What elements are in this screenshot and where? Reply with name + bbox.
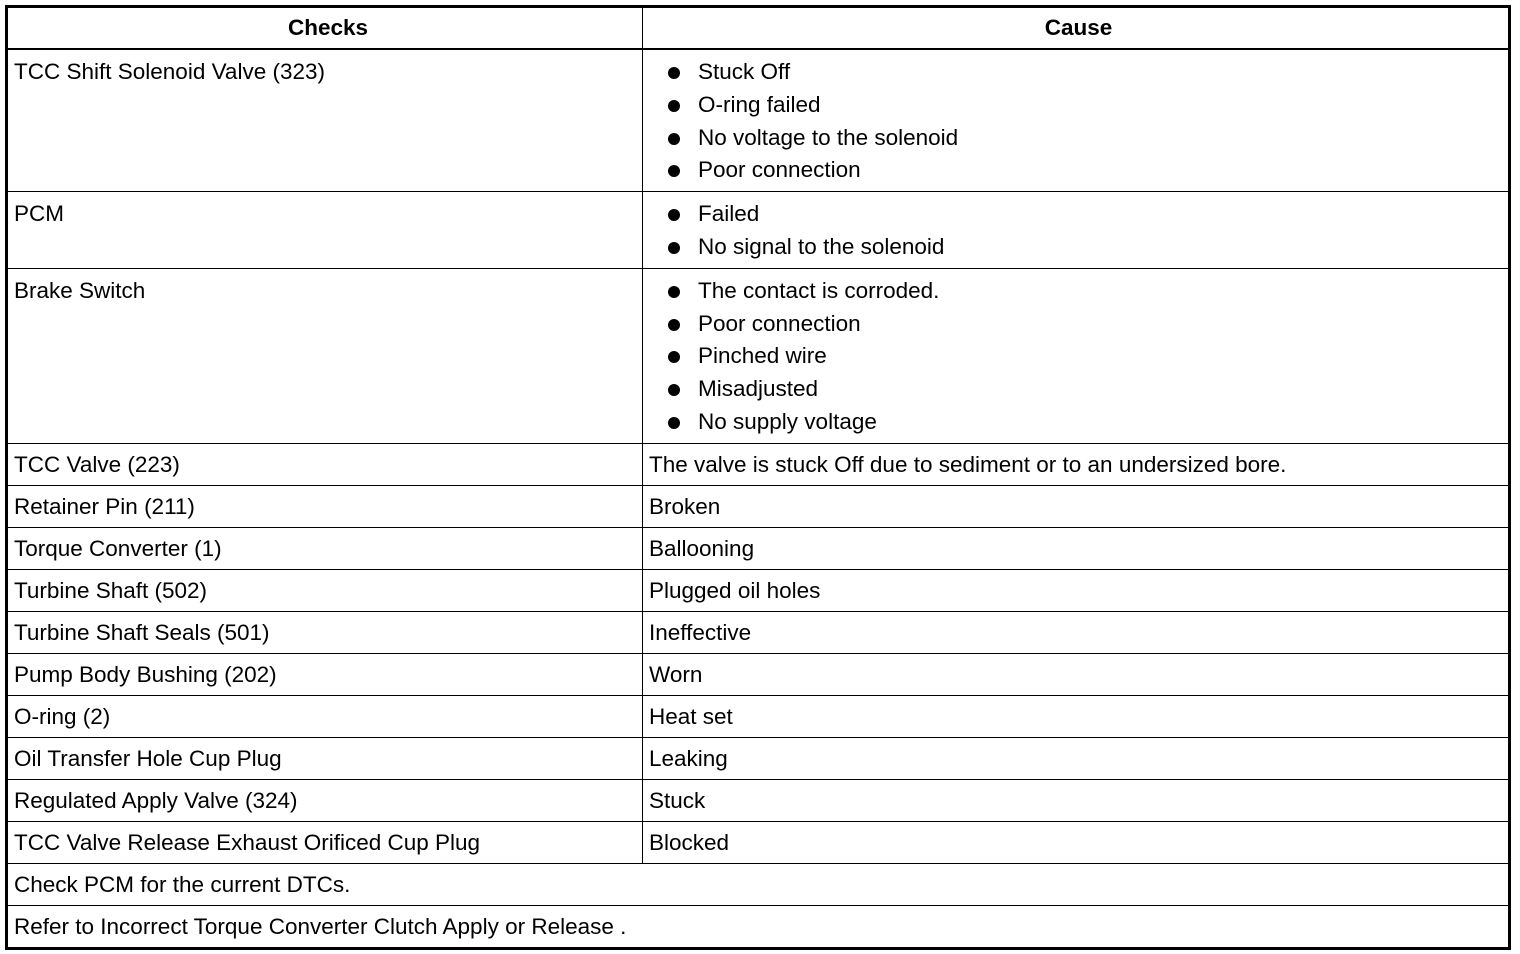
bullet-icon — [668, 319, 680, 331]
cause-text: Poor connection — [698, 157, 861, 183]
bullet-icon — [668, 165, 680, 177]
check-cell: PCM — [7, 192, 643, 269]
table-row — [7, 779, 1510, 821]
cause-text: Misadjusted — [698, 376, 819, 402]
list-item — [665, 198, 1508, 231]
bullet-icon — [668, 384, 680, 396]
cause-cell: Broken — [643, 485, 1510, 527]
cause-cell: Plugged oil holes — [643, 569, 1510, 611]
table-row — [7, 611, 1510, 653]
cause-cell: Stuck — [643, 779, 1510, 821]
list-item — [665, 308, 1508, 341]
cause-cell: Blocked — [643, 821, 1510, 863]
check-cell: TCC Shift Solenoid Valve (323) — [7, 49, 643, 192]
list-item — [665, 154, 1508, 187]
bullet-icon — [668, 242, 680, 254]
check-cell: Torque Converter (1) — [7, 527, 643, 569]
check-cell: TCC Valve (223) — [7, 443, 643, 485]
check-cell: Regulated Apply Valve (324) — [7, 779, 643, 821]
footer-note: Refer to Incorrect Torque Converter Clutch Apply or Release . — [7, 905, 1510, 948]
cause-cell — [643, 49, 1510, 192]
bullet-icon — [668, 351, 680, 363]
footer-note-row — [7, 905, 1510, 948]
cause-cell: Leaking — [643, 737, 1510, 779]
bullet-icon — [668, 67, 680, 79]
table-body — [7, 7, 1510, 949]
cause-list — [643, 50, 1508, 191]
table-row — [7, 49, 1510, 192]
cause-text: No voltage to the solenoid — [698, 124, 959, 150]
list-item — [665, 122, 1508, 155]
header-row — [7, 7, 1510, 50]
check-cell: Pump Body Bushing (202) — [7, 653, 643, 695]
check-cell: TCC Valve Release Exhaust Orificed Cup Plug — [7, 821, 643, 863]
bullet-icon — [668, 417, 680, 429]
cause-cell — [643, 192, 1510, 269]
cause-cell — [643, 268, 1510, 443]
cause-text: Failed — [698, 201, 760, 227]
table-row — [7, 695, 1510, 737]
cause-text: Poor connection — [698, 310, 861, 336]
list-item — [665, 406, 1508, 439]
bullet-icon — [668, 286, 680, 298]
check-cell: Brake Switch — [7, 268, 643, 443]
table-row — [7, 737, 1510, 779]
bullet-icon — [668, 133, 680, 145]
cause-text: Pinched wire — [698, 343, 827, 369]
table-row — [7, 527, 1510, 569]
table-row — [7, 653, 1510, 695]
table-row — [7, 268, 1510, 443]
list-item — [665, 340, 1508, 373]
footer-note: Check PCM for the current DTCs. — [7, 863, 1510, 905]
check-cell: Oil Transfer Hole Cup Plug — [7, 737, 643, 779]
cause-cell: The valve is stuck Off due to sediment or to an undersized bore. — [643, 443, 1510, 485]
list-item — [665, 373, 1508, 406]
cause-text: The contact is corroded. — [698, 277, 940, 303]
check-cell: Turbine Shaft (502) — [7, 569, 643, 611]
list-item — [665, 56, 1508, 89]
cause-header: Cause — [643, 7, 1510, 50]
table-row — [7, 569, 1510, 611]
table-row — [7, 485, 1510, 527]
check-cell: Turbine Shaft Seals (501) — [7, 611, 643, 653]
cause-cell: Ineffective — [643, 611, 1510, 653]
table-row — [7, 443, 1510, 485]
cause-cell: Worn — [643, 653, 1510, 695]
list-item — [665, 275, 1508, 308]
list-item — [665, 89, 1508, 122]
check-cell: O-ring (2) — [7, 695, 643, 737]
bullet-icon — [668, 209, 680, 221]
cause-text: Stuck Off — [698, 59, 791, 84]
diagnostic-table — [5, 5, 1511, 950]
checks-header: Checks — [7, 7, 643, 50]
footer-note-row — [7, 863, 1510, 905]
cause-text: O-ring failed — [698, 91, 821, 117]
cause-cell: Heat set — [643, 695, 1510, 737]
cause-list — [643, 192, 1508, 268]
cause-list — [643, 269, 1508, 443]
check-cell: Retainer Pin (211) — [7, 485, 643, 527]
cause-cell: Ballooning — [643, 527, 1510, 569]
list-item — [665, 231, 1508, 264]
table-row — [7, 192, 1510, 269]
bullet-icon — [668, 100, 680, 112]
cause-text: No supply voltage — [698, 408, 877, 434]
table-row — [7, 821, 1510, 863]
cause-text: No signal to the solenoid — [698, 233, 945, 259]
